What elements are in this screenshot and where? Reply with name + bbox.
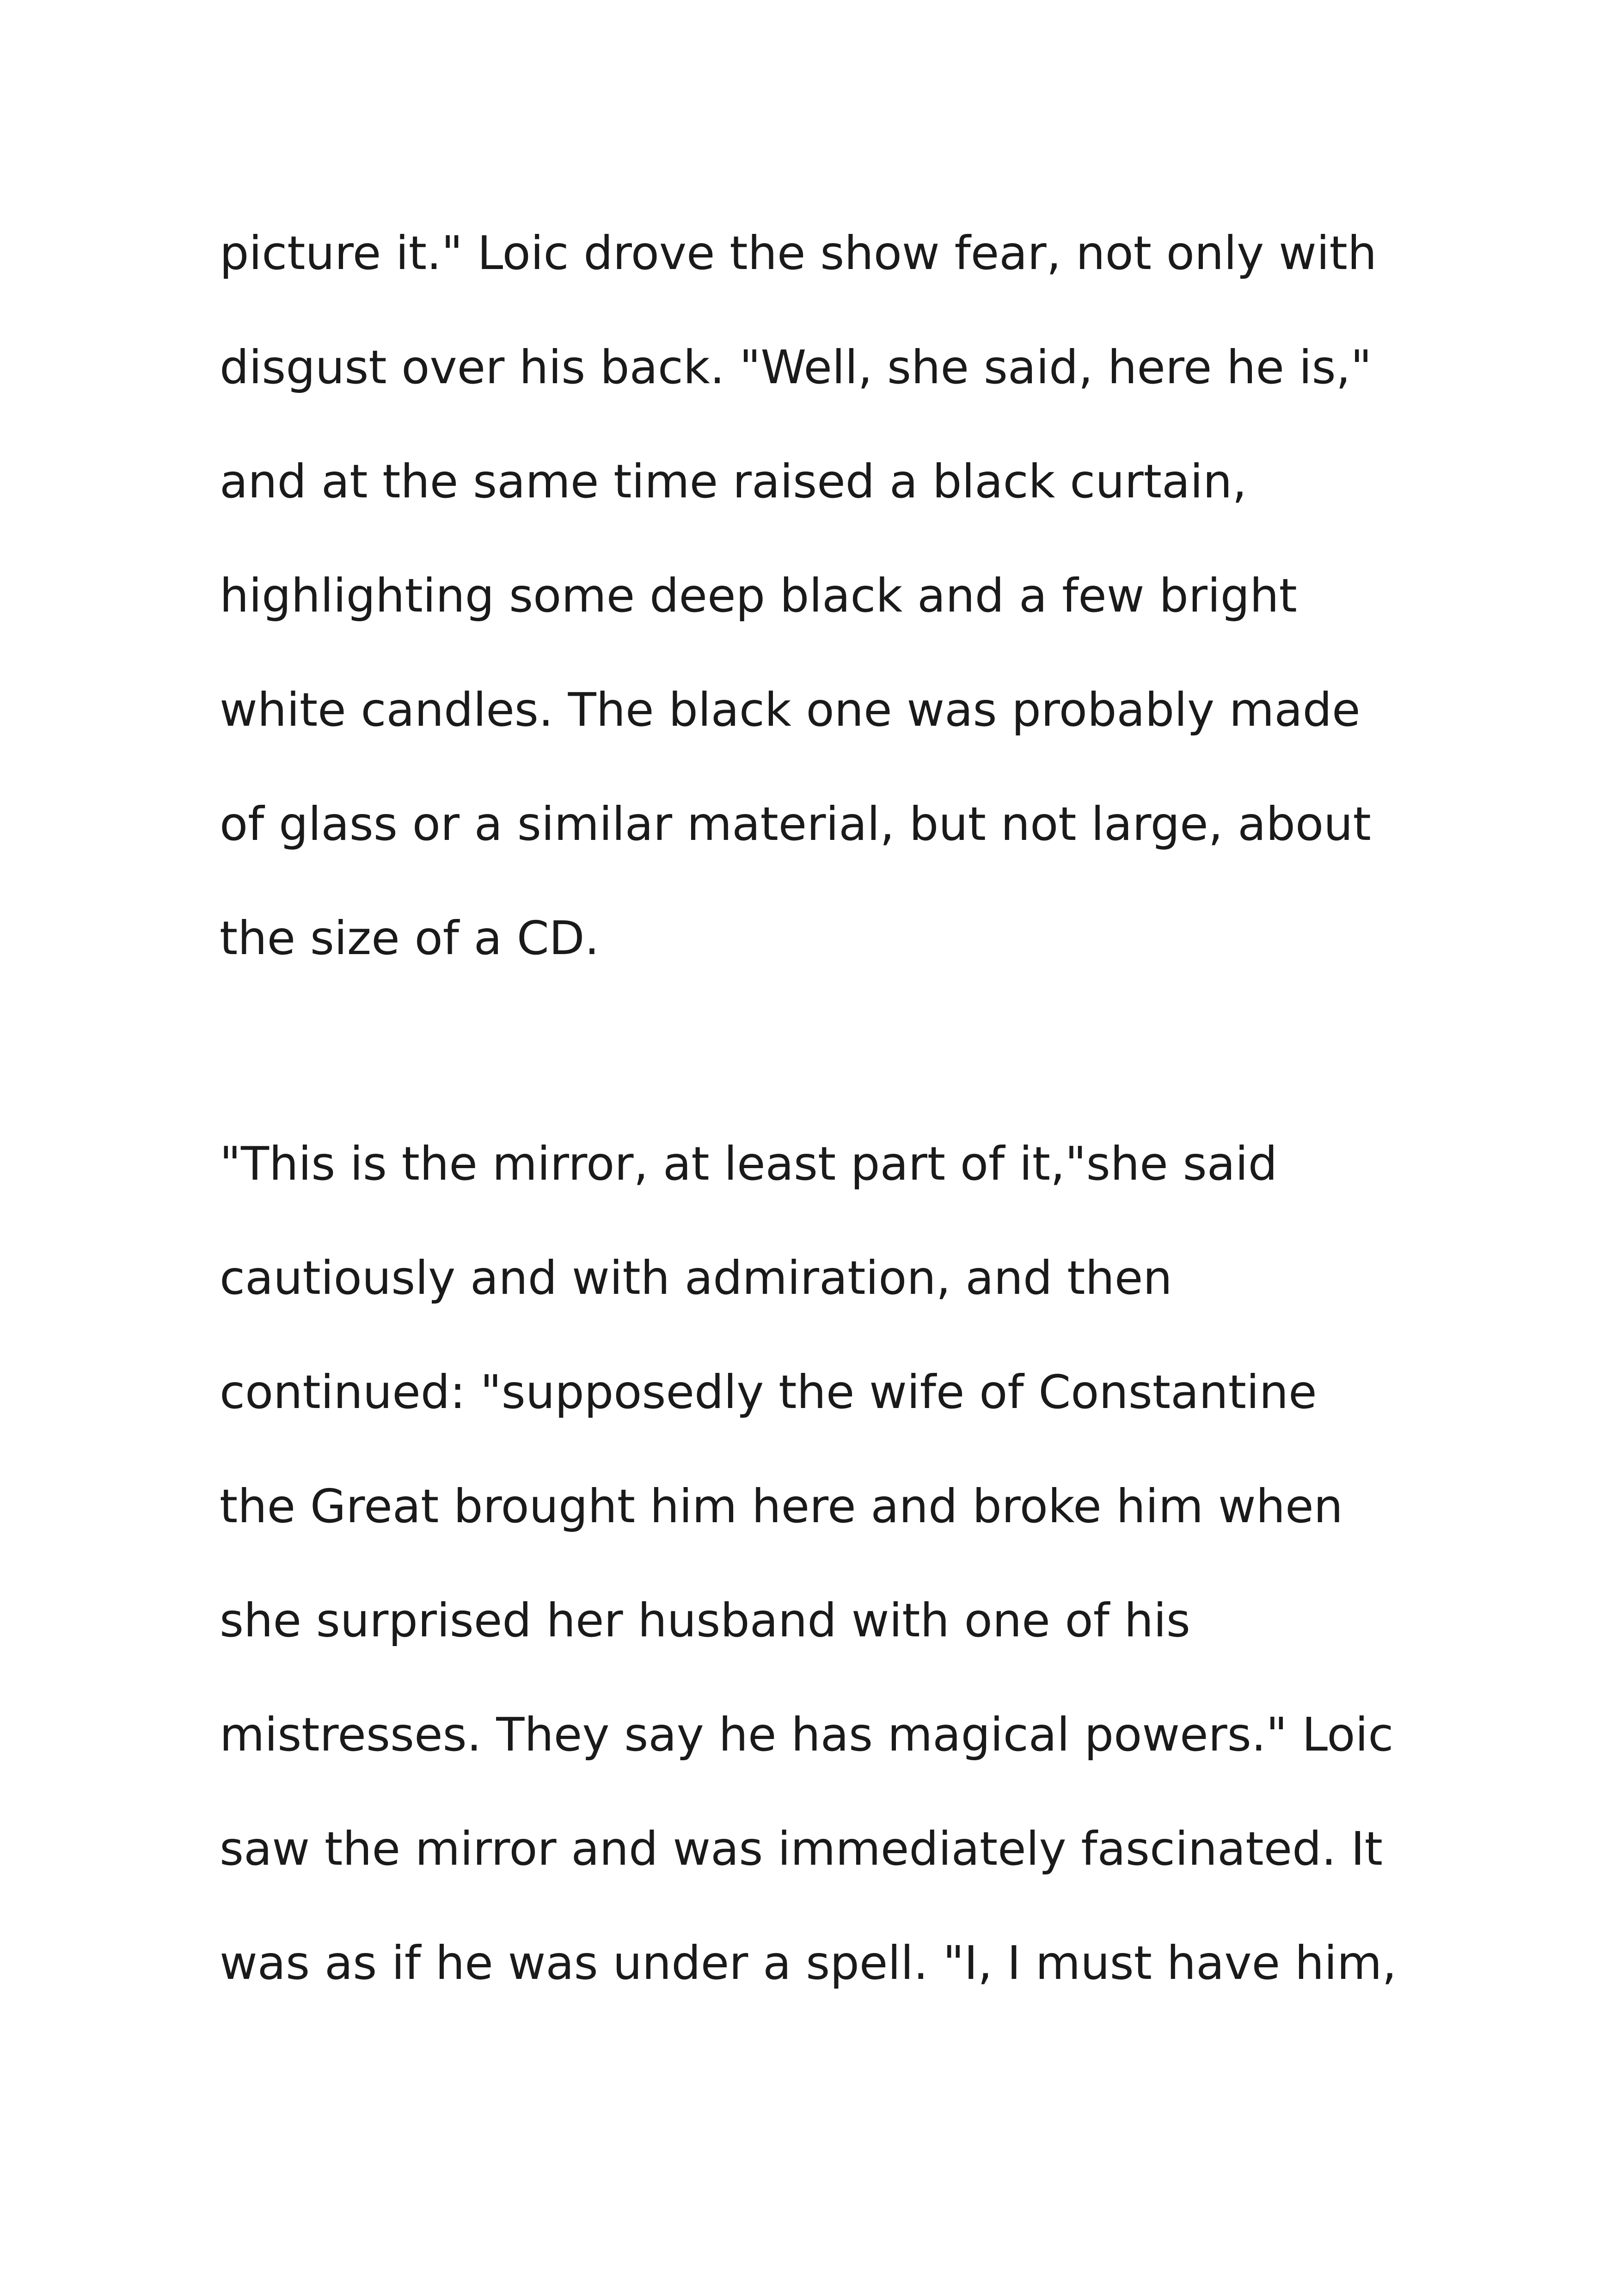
text-line: she surprised her husband with one of his: [220, 1593, 1190, 1647]
text-line: mistresses. They say he has magical powers." Loic: [220, 1708, 1394, 1762]
text-line: white candles. The black one was probably made: [220, 683, 1361, 737]
text-line: the size of a CD.: [220, 911, 600, 965]
text-line: "This is the mirror, at least part of it,"she said: [220, 1137, 1278, 1191]
text-line: continued: "supposedly the wife of Constantine: [220, 1365, 1317, 1419]
text-line: the Great brought him here and broke him when: [220, 1479, 1343, 1533]
text-line: was as if he was under a spell. "I, I must have him,: [220, 1936, 1397, 1990]
paragraph-1: [220, 196, 1468, 995]
text-line: and at the same time raised a black curtain,: [220, 454, 1247, 508]
text-line: disgust over his back. "Well, she said, here he is,": [220, 340, 1372, 394]
text-line: cautiously and with admiration, and then: [220, 1251, 1172, 1305]
text-line: highlighting some deep black and a few bright: [220, 569, 1297, 623]
text-line: saw the mirror and was immediately fascinated. It: [220, 1822, 1383, 1876]
text-line: picture it." Loic drove the show fear, not only with: [220, 226, 1377, 280]
text-line: of glass or a similar material, but not large, about: [220, 797, 1371, 851]
paragraph-2: [220, 1107, 1468, 2020]
